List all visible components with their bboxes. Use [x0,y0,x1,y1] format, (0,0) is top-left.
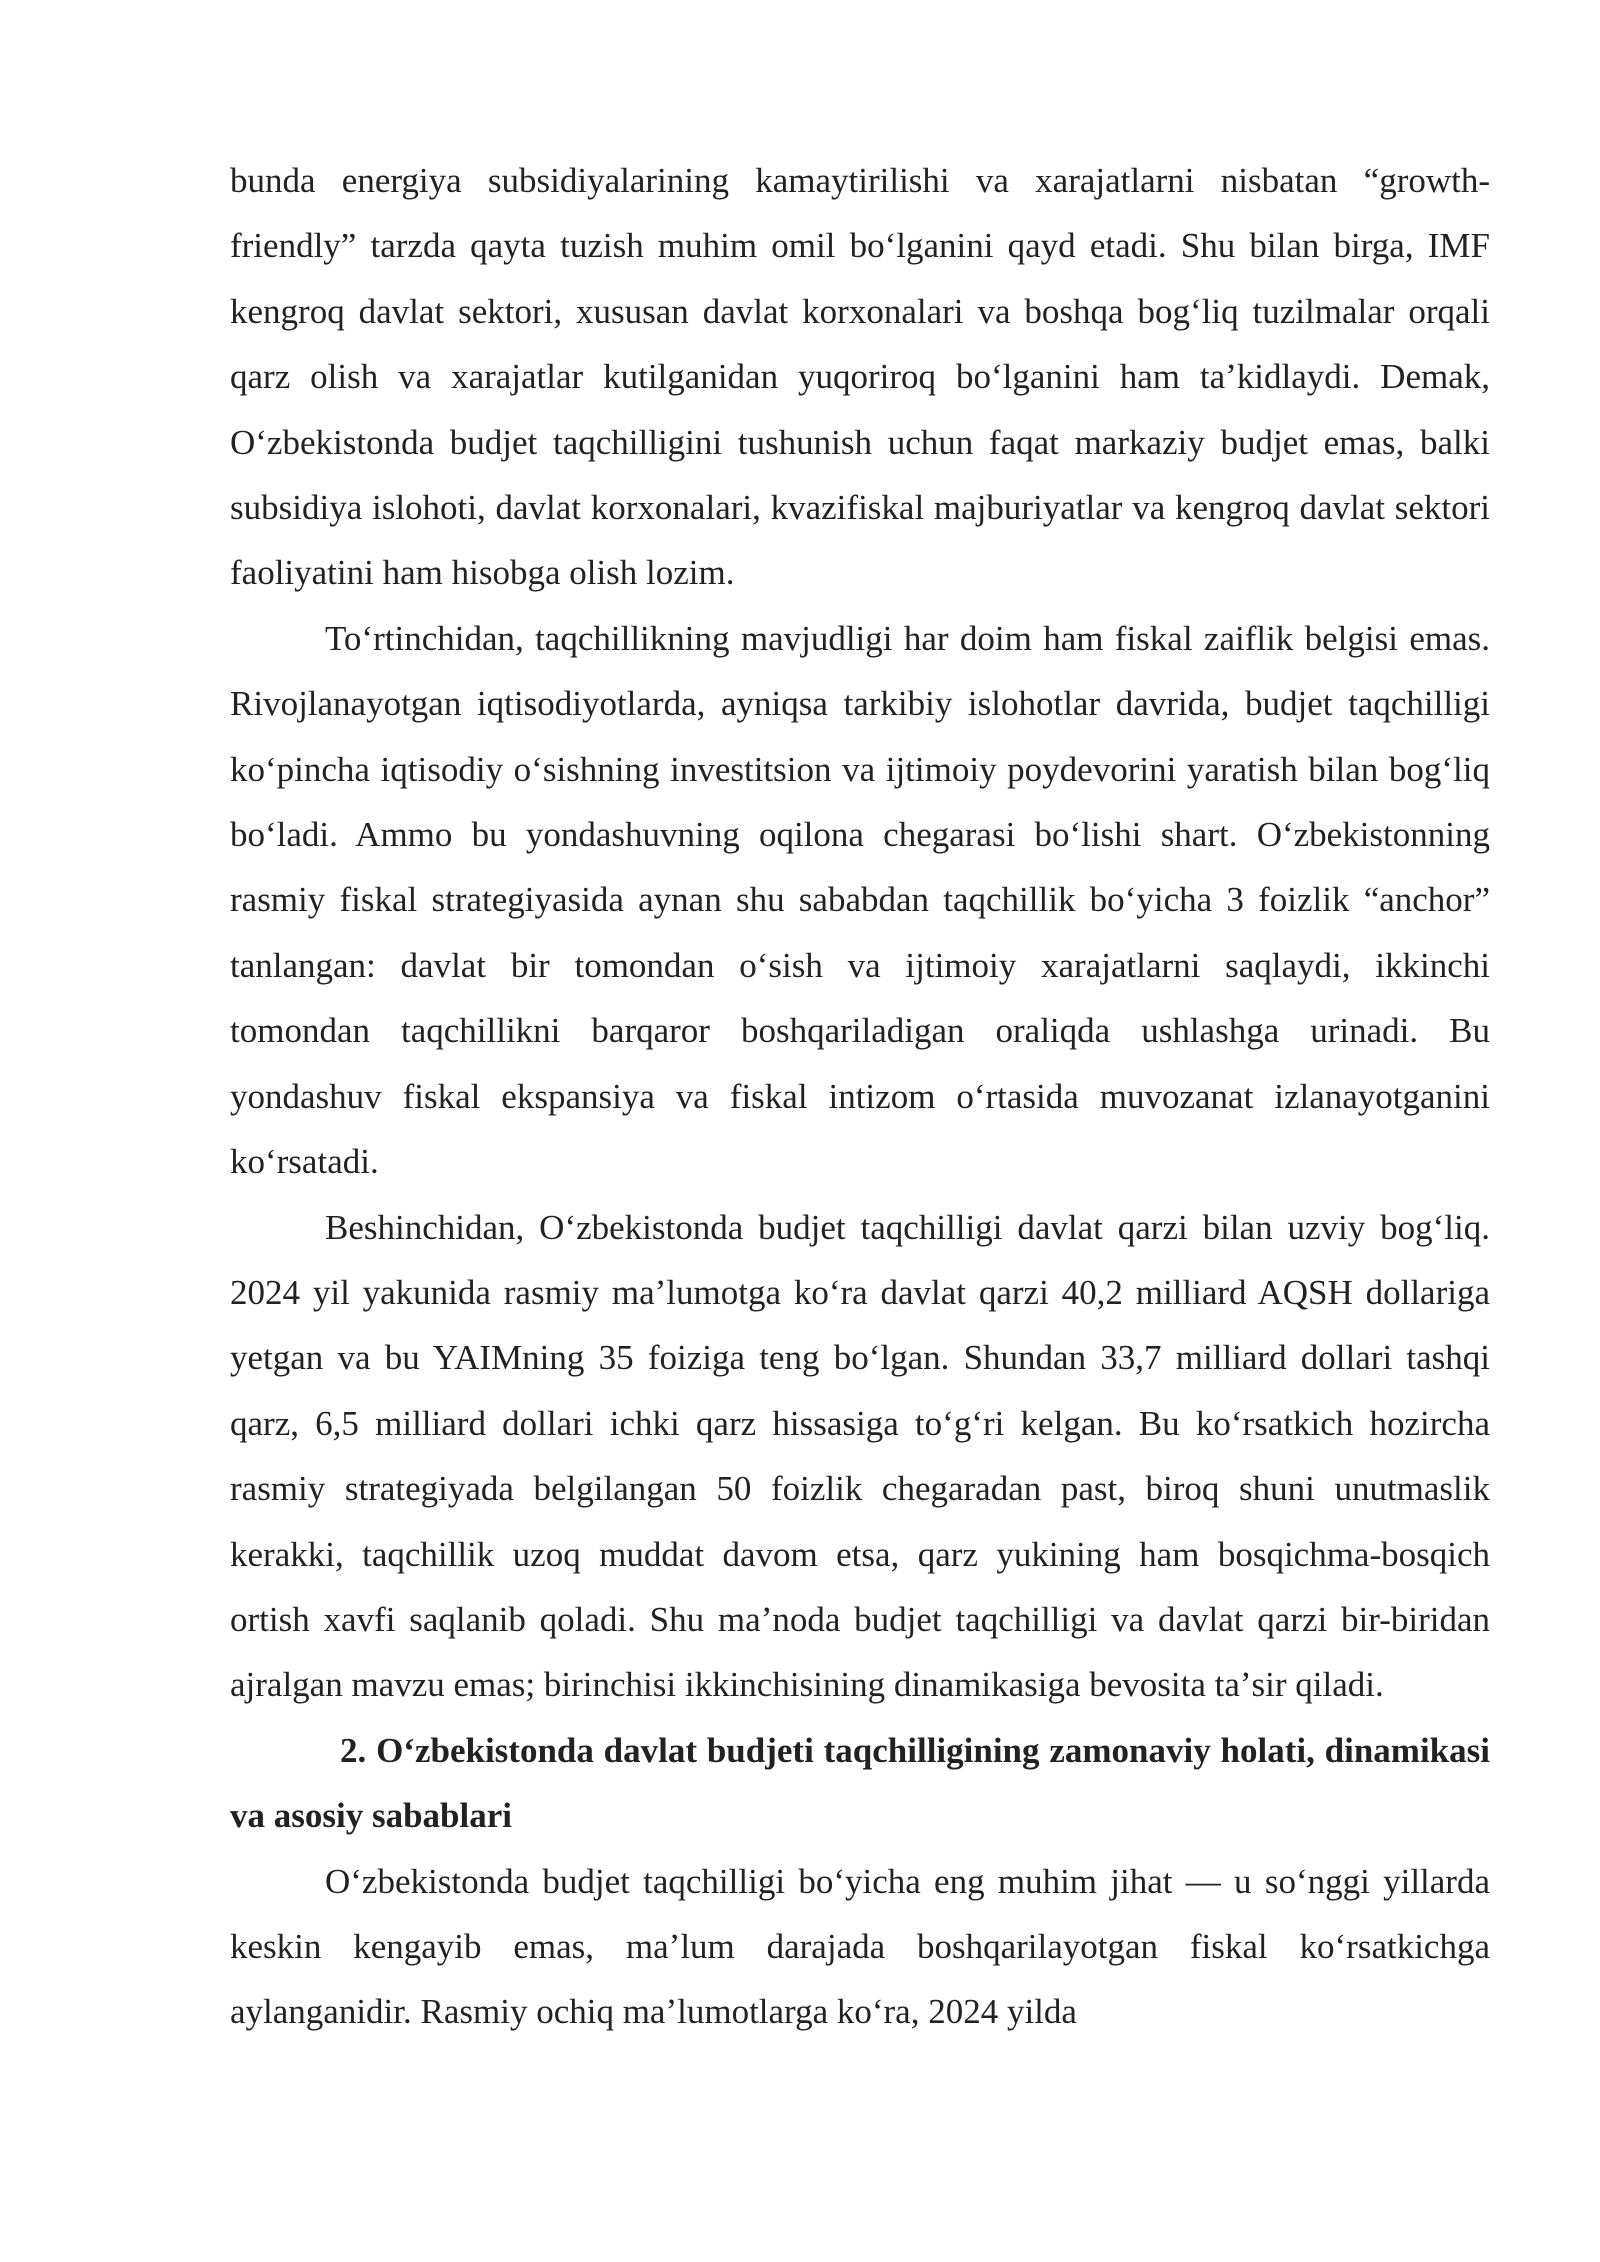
paragraph-fifth-point: Beshinchidan, Oʻzbekistonda budjet taqchilligi davlat qarzi bilan uzviy bogʻliq. 2024 yil yakunida rasmiy maʼlumotga koʻra davlat qarzi 40,2 milliard AQSH dollariga yetgan va bu YAIMning 35 foiziga teng boʻlgan. Shundan 33,7 milliard dollari tashqi qarz, 6,5 milliard dollari ichki qarz hissasiga toʻgʻri kelgan. Bu koʻrsatkich hozircha rasmiy strategiyada belgilangan 50 foizlik chegaradan past, biroq shuni unutmaslik kerakki, taqchillik uzoq muddat davom etsa, qarz yukining ham bosqichma-bosqich ortish xavfi saqlanib qoladi. Shu maʼnoda budjet taqchilligi va davlat qarzi bir-biridan ajralgan mavzu emas; birinchisi ikkinchisining dinamikasiga bevosita taʼsir qiladi. [230,1207,1490,1705]
paragraph-fourth-point: Toʻrtinchidan, taqchillikning mavjudligi har doim ham fiskal zaiflik belgisi emas. Rivojlanayotgan iqtisodiyotlarda, ayniqsa tarkibiy islohotlar davrida, budjet taqchilligi koʻpincha iqtisodiy oʻsishning investitsion va ijtimoiy poydevorini yaratish bilan bogʻliq boʻladi. Ammo bu yondashuvning oqilona chegarasi boʻlishi shart. Oʻzbekistonning rasmiy fiskal strategiyasida aynan shu sababdan taqchillik boʻyicha 3 foizlik “anchor” tanlangan: davlat bir tomondan oʻsish va ijtimoiy xarajatlarni saqlaydi, ikkinchi tomondan taqchillikni barqaror boshqariladigan oraliqda ushlashga urinadi. Bu yondashuv fiskal ekspansiya va fiskal intizom oʻrtasida muvozanat izlanayotganini koʻrsatadi. [230,618,1490,1182]
section-heading: 2. Oʻzbekistonda davlat budjeti taqchilligining zamonaviy holati, dinamikasi va asosiy sabablari [230,1730,1490,1836]
document-body [230,148,1490,2045]
paragraph-section-intro: Oʻzbekistonda budjet taqchilligi boʻyicha eng muhim jihat — u soʻnggi yillarda keskin kengayib emas, maʼlum darajada boshqarilayotgan fiskal koʻrsatkichga aylanganidir. Rasmiy ochiq maʼlumotlarga koʻra, 2024 yilda [230,1861,1490,2032]
paragraph-continuation: bunda energiya subsidiyalarining kamaytirilishi va xarajatlarni nisbatan “growth-friendly” tarzda qayta tuzish muhim omil boʻlganini qayd etadi. Shu bilan birga, IMF kengroq davlat sektori, xususan davlat korxonalari va boshqa bogʻliq tuzilmalar orqali qarz olish va xarajatlar kutilganidan yuqoriroq boʻlganini ham taʼkidlaydi. Demak, Oʻzbekistonda budjet taqchilligini tushunish uchun faqat markaziy budjet emas, balki subsidiya islohoti, davlat korxonalari, kvazifiskal majburiyatlar va kengroq davlat sektori faoliyatini ham hisobga olish lozim. [230,161,1490,593]
